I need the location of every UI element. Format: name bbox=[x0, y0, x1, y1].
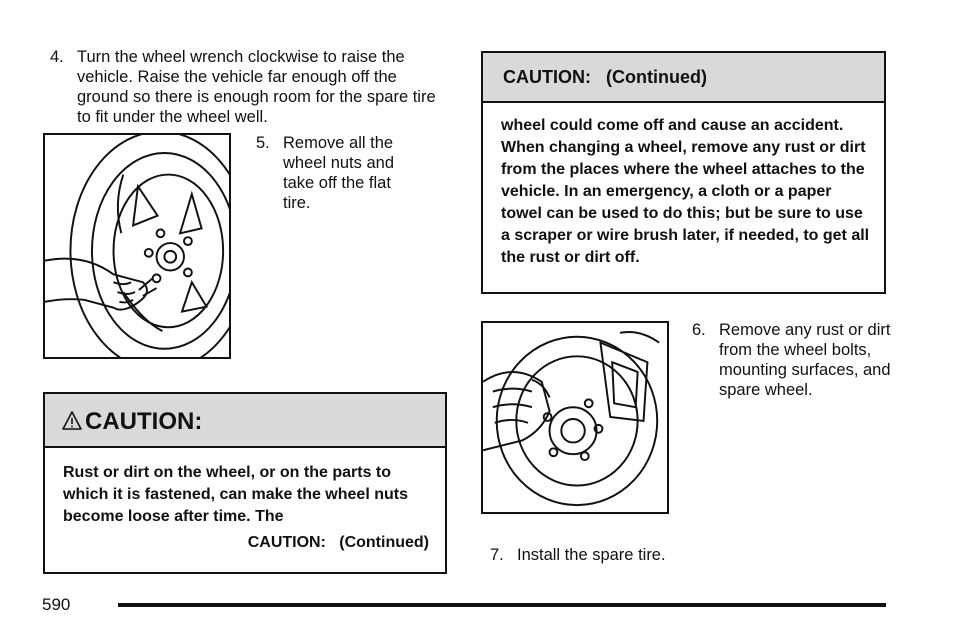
step-text: Remove all the wheel nuts and take off the flat tire. bbox=[283, 134, 394, 212]
tire-removal-drawing bbox=[45, 135, 229, 357]
caution-continued-label: CAUTION: (Continued) bbox=[247, 534, 429, 551]
wheel-nuts-illustration bbox=[43, 133, 231, 359]
step-4 bbox=[50, 47, 450, 127]
step-number: 6. bbox=[692, 321, 706, 339]
page-number: 590 bbox=[42, 595, 71, 614]
step-number: 7. bbox=[490, 546, 504, 564]
caution-continued-box bbox=[481, 51, 886, 294]
step-number: 4. bbox=[50, 48, 64, 66]
step-6 bbox=[692, 320, 892, 400]
step-text: Remove any rust or dirt from the wheel bolts, mounting surfaces, and spare wheel. bbox=[719, 321, 891, 399]
caution-continued-body: wheel could come off and cause an accident. When changing a wheel, remove any rust or dirt from the places where the wheel attaches to the vehicle. In an emergency, a cloth or a paper towel can be used to do this; but be sure to use a scraper or wire brush later, if needed, to get all the rust or dirt off. bbox=[501, 117, 870, 266]
caution-continued-header bbox=[483, 53, 884, 103]
hub-cleaning-illustration bbox=[481, 321, 669, 514]
warning-triangle-icon bbox=[61, 410, 83, 432]
footer-rule bbox=[118, 603, 886, 607]
step-number: 5. bbox=[256, 134, 270, 152]
step-text: Turn the wheel wrench clockwise to raise the vehicle. Raise the vehicle far enough off the ground so there is enough room for the spare tire to fit under the wheel well. bbox=[77, 48, 436, 126]
caution-continued-title: CAUTION: (Continued) bbox=[503, 67, 707, 87]
hub-cleaning-drawing bbox=[483, 323, 667, 512]
step-7 bbox=[490, 545, 790, 565]
step-text: Install the spare tire. bbox=[517, 546, 666, 564]
caution-header bbox=[45, 394, 445, 448]
caution-title: CAUTION: bbox=[85, 408, 203, 435]
caution-body: Rust or dirt on the wheel, or on the parts to which it is fastened, can make the wheel nuts become loose after time. The bbox=[63, 464, 408, 525]
step-5 bbox=[256, 133, 421, 213]
caution-box bbox=[43, 392, 447, 574]
